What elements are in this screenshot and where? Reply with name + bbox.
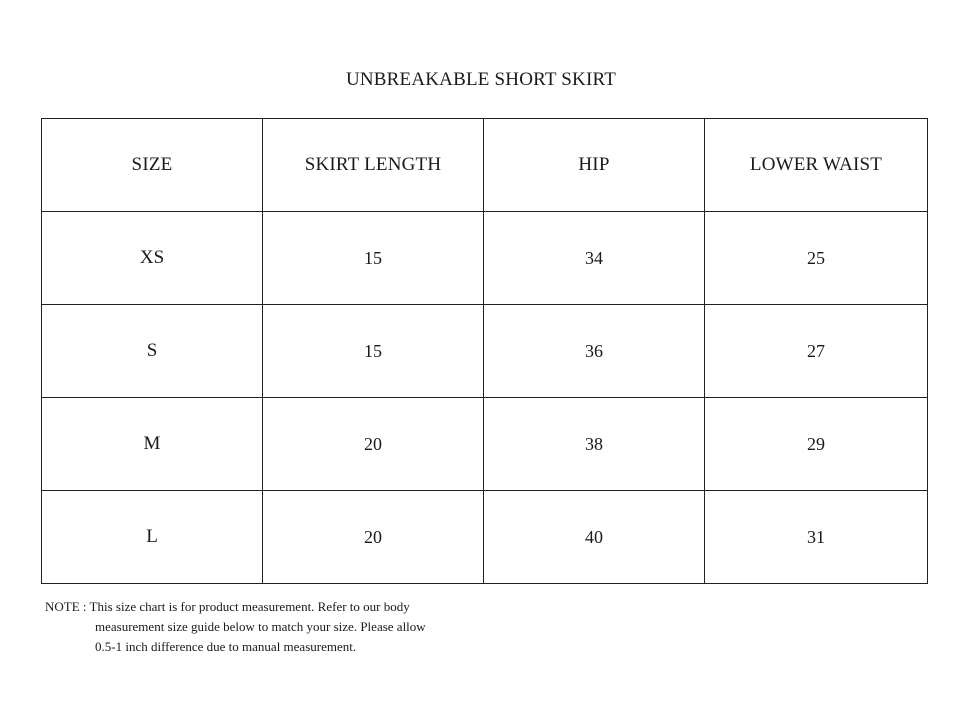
cell-skirt-length: 15 — [263, 305, 484, 398]
cell-hip: 34 — [484, 212, 705, 305]
cell-lower-waist: 25 — [705, 212, 928, 305]
measurement-note — [45, 597, 485, 657]
table-row — [42, 212, 928, 305]
cell-skirt-length: 15 — [263, 212, 484, 305]
cell-size: S — [42, 305, 263, 398]
cell-hip: 36 — [484, 305, 705, 398]
cell-skirt-length: 20 — [263, 491, 484, 584]
cell-skirt-length: 20 — [263, 398, 484, 491]
page-title: UNBREAKABLE SHORT SKIRT — [345, 69, 617, 90]
cell-lower-waist: 27 — [705, 305, 928, 398]
header-size: SIZE — [42, 119, 263, 212]
header-skirt-length: SKIRT LENGTH — [263, 119, 484, 212]
note-line: 0.5-1 inch difference due to manual measurement. — [95, 639, 357, 654]
table-row — [42, 491, 928, 584]
cell-size: M — [42, 398, 263, 491]
cell-hip: 38 — [484, 398, 705, 491]
table-row — [42, 305, 928, 398]
table-header-row — [42, 119, 928, 212]
cell-hip: 40 — [484, 491, 705, 584]
cell-size: L — [42, 491, 263, 584]
cell-lower-waist: 29 — [705, 398, 928, 491]
size-chart-table — [41, 118, 928, 584]
note-line: NOTE : This size chart is for product measurement. Refer to our body — [45, 599, 410, 614]
cell-lower-waist: 31 — [705, 491, 928, 584]
note-line: measurement size guide below to match your size. Please allow — [95, 619, 426, 634]
header-hip: HIP — [484, 119, 705, 212]
cell-size: XS — [42, 212, 263, 305]
table-row — [42, 398, 928, 491]
header-lower-waist: LOWER WAIST — [705, 119, 928, 212]
